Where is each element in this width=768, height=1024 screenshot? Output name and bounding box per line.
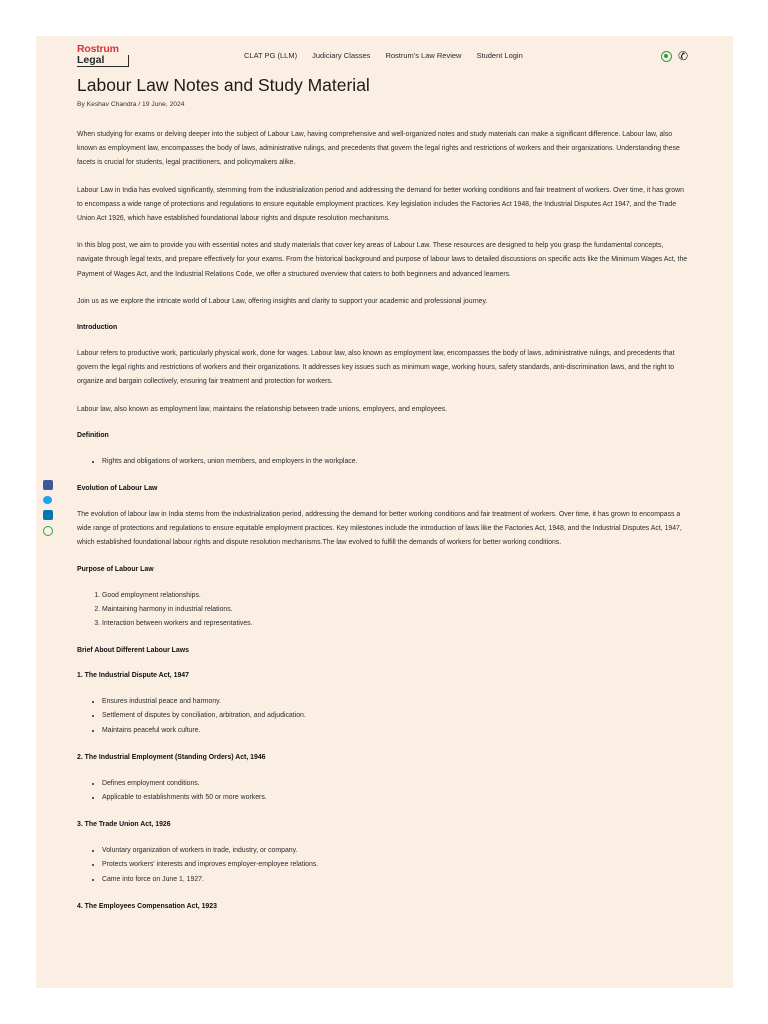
logo-line-2: Legal (77, 55, 129, 67)
list-item: • Protects workers' interests and improves employer-employee relations. (102, 858, 691, 872)
list-item: • Ensures industrial peace and harmony. (102, 695, 691, 709)
list-item: • Settlement of disputes by conciliation, arbitration, and adjudication. (102, 709, 691, 723)
whatsapp-icon[interactable] (661, 51, 672, 62)
list-item: • Defines employment conditions. (102, 777, 691, 791)
share-bar (43, 480, 53, 536)
twitter-icon[interactable] (43, 496, 52, 504)
act-heading: 1. The Industrial Dispute Act, 1947 (77, 672, 189, 680)
section-heading-brief: Brief About Different Labour Laws (77, 647, 189, 655)
nav-clat-pg[interactable]: CLAT PG (LLM) (244, 51, 298, 60)
list-item: • Came into force on June 1, 1927. (102, 873, 691, 887)
list-item: 2. Maintaining harmony in industrial relations. (102, 603, 691, 617)
phone-icon[interactable]: ✆ (678, 49, 689, 63)
intro-paragraph: In this blog post, we aim to provide you with essential notes and study materials that cover key areas of Labour Law. These resources are designed to help you grasp the fundamental concepts, navigate through legal texts, and prepare effectively for your exams. From the historical background and purpose of labour laws to detailed discussions on specific acts like the Minimum Wages Act, the Payment of Wages Act, and the Industrial Relations Code, we offer a structured overview that caters to both beginners and advanced learners. (77, 242, 688, 278)
nav-judiciary-classes[interactable]: Judiciary Classes (312, 51, 371, 60)
intro-paragraph: Labour Law in India has evolved significantly, stemming from the industrialization period and addressing the demand for better working conditions and fair treatment of workers. Over time, it has grown to encompass a wide range of protections and regulations to ensure equitable employment practices. Key legislation includes the Factories Act 1948, the Industrial Disputes Act 1947, and the Trade Union Act 1926, which have established foundational labour rights and dispute resolution mechanisms. (77, 186, 684, 223)
nav-student-login[interactable]: Student Login (476, 51, 523, 60)
definition-list (102, 455, 691, 469)
section-heading-introduction: Introduction (77, 324, 118, 332)
list-item: • Applicable to establishments with 50 or more workers. (102, 791, 691, 805)
list-item: • Rights and obligations of workers, union members, and employers in the workplace. (102, 455, 691, 469)
introduction-paragraph: Labour refers to productive work, particularly physical work, done for wages. Labour law, also known as employment law, encompasses the body of laws, administrative rulings, and precedents that govern the legal rights and restrictions of workers and their organizations. It addresses key issues such as minimum wage, working hours, safety standards, anti-discrimination laws, and the right to organize and bargain collectively, ensuring fair treatment and protection for workers. (77, 350, 675, 386)
act-heading: 4. The Employees Compensation Act, 1923 (77, 902, 217, 910)
section-heading-definition: Definition (77, 431, 109, 439)
site-logo[interactable] (77, 44, 129, 68)
main-nav (244, 51, 523, 60)
site-header (36, 36, 733, 76)
article (77, 74, 691, 926)
page (36, 36, 733, 988)
intro-paragraph: Join us as we explore the intricate world of Labour Law, offering insights and clarity to support your academic and professional journey. (77, 297, 488, 305)
linkedin-icon[interactable] (43, 510, 53, 520)
whatsapp-icon[interactable] (43, 526, 53, 536)
act-list (102, 844, 691, 887)
list-item: 1. Good employment relationships. (102, 589, 691, 603)
act-list (102, 695, 691, 738)
list-item: 3. Interaction between workers and representatives. (102, 617, 691, 631)
section-heading-purpose: Purpose of Labour Law (77, 565, 154, 573)
list-item: • Voluntary organization of workers in trade, industry, or company. (102, 844, 691, 858)
list-item: • Maintains peaceful work culture. (102, 724, 691, 738)
act-heading: 3. The Trade Union Act, 1926 (77, 821, 171, 829)
intro-paragraph: When studying for exams or delving deeper into the subject of Labour Law, having comprehensive and well-organized notes and study materials can make a significant difference. Labour law, also known as employment law, encompasses the body of laws, administrative rulings, and precedents that govern the legal rights and restrictions of workers and their organizations. Understanding these facets is crucial for students, legal practitioners, and policymakers alike. (77, 131, 680, 167)
section-heading-evolution: Evolution of Labour Law (77, 485, 158, 493)
act-heading: 2. The Industrial Employment (Standing Orders) Act, 1946 (77, 753, 266, 761)
act-list (102, 777, 691, 805)
header-contact-icons (661, 50, 688, 62)
article-title: Labour Law Notes and Study Material (77, 75, 370, 95)
article-byline: By Keshav Chandra / 19 June, 2024 (77, 101, 185, 108)
introduction-paragraph: Labour law, also known as employment law, maintains the relationship between trade unions, employers, and employees. (77, 405, 448, 413)
purpose-list (102, 589, 691, 632)
evolution-paragraph: The evolution of labour law in India stems from the industrialization period, addressing the demand for better working conditions and fair treatment of workers. Over time, it has grown to encompass a wide range of protections and regulations to ensure equitable employment practices. Key milestones include the introduction of laws like the Factories Act, 1948, and the Industrial Disputes Act, 1947, which established foundational labour rights and dispute resolution mechanisms.The law evolved to fulfill the demands of workers for better working conditions. (77, 511, 682, 547)
facebook-icon[interactable] (43, 480, 53, 490)
nav-law-review[interactable]: Rostrum's Law Review (385, 51, 462, 60)
logo-line-1: Rostrum (77, 43, 119, 55)
